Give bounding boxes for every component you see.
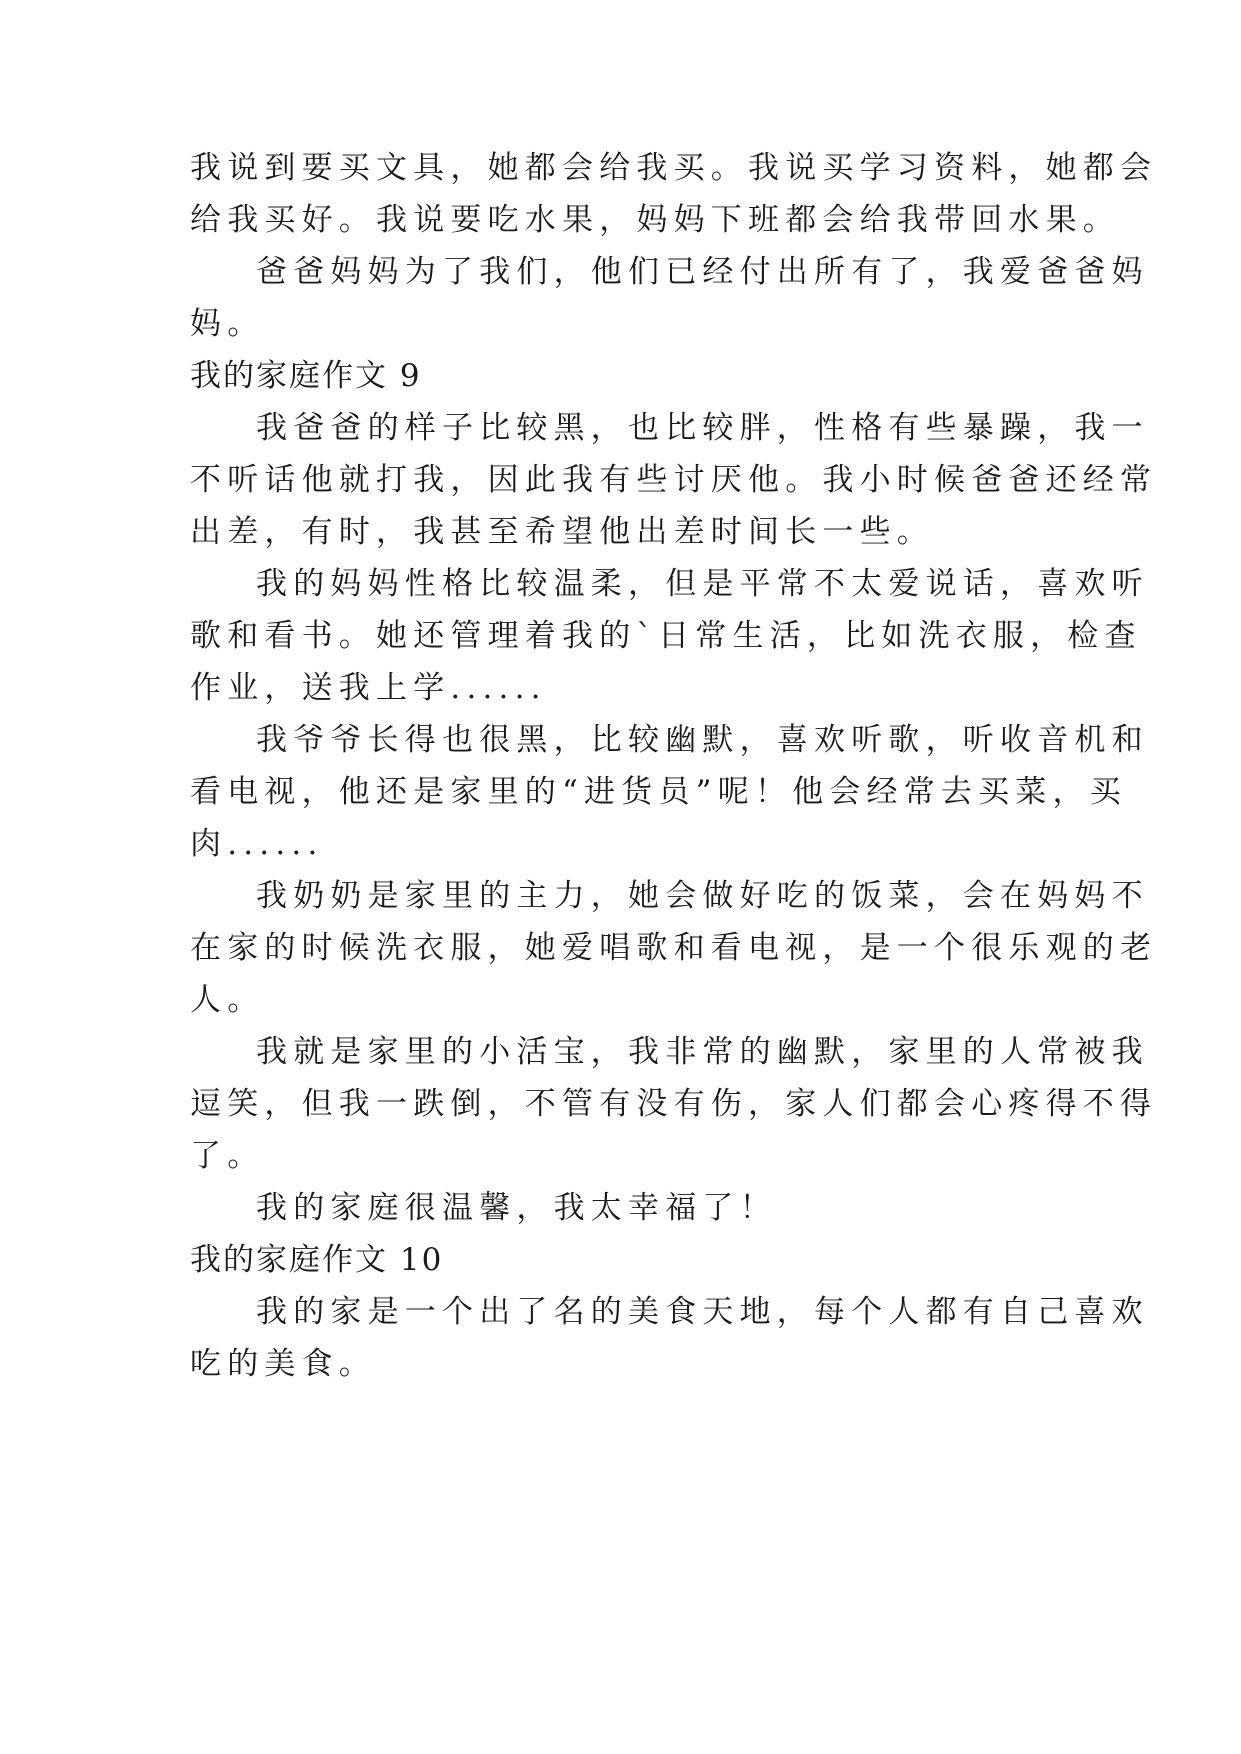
paragraph-first-line: 我就是家里的小活宝，我非常的幽默，家里的人常被我: [256, 1034, 1149, 1070]
text-line: 了。: [190, 1138, 265, 1174]
text-line: 我说到要买文具，她都会给我买。我说买学习资料，她都会: [190, 150, 1158, 186]
text-line: 给我买好。我说要吃水果，妈妈下班都会给我带回水果。: [190, 202, 1120, 238]
text-line: 作业，送我上学......: [190, 670, 547, 706]
text-line: 出差，有时，我甚至希望他出差时间长一些。: [190, 514, 934, 550]
section-heading: 我的家庭作文 9: [190, 358, 422, 394]
text-line: 妈。: [190, 306, 265, 342]
text-line: 不听话他就打我，因此我有些讨厌他。我小时候爸爸还经常: [190, 462, 1158, 498]
text-line: 在家的时候洗衣服，她爱唱歌和看电视，是一个很乐观的老: [190, 930, 1158, 966]
section-heading: 我的家庭作文 10: [190, 1242, 444, 1278]
paragraph-first-line: 我奶奶是家里的主力，她会做好吃的饭菜，会在妈妈不: [256, 878, 1149, 914]
paragraph-first-line: 我的妈妈性格比较温柔，但是平常不太爱说话，喜欢听: [256, 566, 1149, 602]
paragraph-first-line: 我的家庭很温馨，我太幸福了！: [256, 1190, 777, 1226]
text-line: 歌和看书。她还管理着我的`日常生活，比如洗衣服，检查: [190, 618, 1142, 654]
paragraph-first-line: 爸爸妈妈为了我们，他们已经付出所有了，我爱爸爸妈: [256, 254, 1149, 290]
text-line: 吃的美食。: [190, 1346, 376, 1382]
paragraph-first-line: 我的家是一个出了名的美食天地，每个人都有自己喜欢: [256, 1294, 1149, 1330]
paragraph-first-line: 我爷爷长得也很黑，比较幽默，喜欢听歌，听收音机和: [256, 722, 1149, 758]
text-line: 看电视，他还是家里的“进货员”呢！他会经常去买菜，买: [190, 774, 1127, 810]
text-line: 人。: [190, 982, 265, 1018]
text-line: 逗笑，但我一跌倒，不管有没有伤，家人们都会心疼得不得: [190, 1086, 1158, 1122]
paragraph-first-line: 我爸爸的样子比较黑，也比较胖，性格有些暴躁，我一: [256, 410, 1149, 446]
text-line: 肉......: [190, 826, 324, 862]
